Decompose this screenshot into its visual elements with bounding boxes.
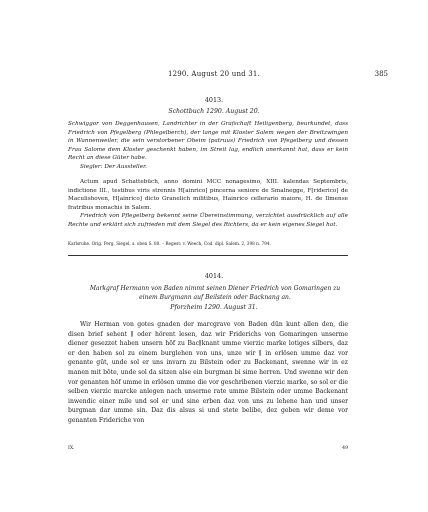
running-header [0,70,428,82]
regest-text: Markgraf Hermann von Baden nimmt seinen Diener Friedrich von Gomaringen zu einem Burgmann auf Beilstein oder Backnang an. [89,285,341,301]
sealer-line [68,163,348,172]
charter-body: Wir Herman von gotes gnaden der marcgrave von Baden dūn kunt allen den, die disen brief sehent ∥ oder hörent lesen, daz wir Friderichs von Gomaringen unserme diener gesezzet haben unsern hōf zu Bac∥knant umme vierzic marke lotiges silbers, daz er den haben sol zu einem burglehen von uns, unze wir ∥ in erlösen umme daz vor genante gūt, unde sol er uns invarn zu Bilstein oder zu Backenant, swenne wir in ez manen mit bōte, unde sol da sitzen alse ein burgman bi sime herren. Und swenne wir den vor genanten hōf umme in erlösen umme die vor geschribenen vierzic marke, so sol er die selben vierzic marcke anlegen nach unserme rate umme Bilstein oder umme Backenant inwendic einer mile und sol er und sine erben daz von uns zu lehene han und unser burgman dar umme sin. Daz dis alsus si und stete belibe, dez geben wir deme vor genanten Frideriche von [68,321,348,424]
section-divider [68,255,348,256]
place-date: Schottbuch 1290. August 20. [168,108,260,115]
signature-mark: 49 [342,446,348,451]
document-text [68,178,348,212]
note-text: Friedrich von Pflegelberg bekennt seine Übereinstimmung, verzichtet ausdrücklich auf alle Rechte und erklärt sich zufrieden mit dem Siegel des Richters, da er kein eigenes Siegel hat. [68,213,348,228]
document-number: 4013. [204,96,224,104]
header-title: 1290. August 20 und 31. [167,70,261,78]
document-number: 4014. [204,272,224,280]
volume-mark: IX. [68,446,75,451]
page-footer [68,446,348,451]
latin-text: Actum apud Schattebüch, anno domini MCC nonagesimo, XIII. kalendas Septembris, indictione III., testibus viris strennis H[ainrico] pincerna seniore de Smalnegge, F[riderico] de Maculishoven, H[ainrico] dicto Granelich militibus, Hainrico cellerario maiore, H. de Ilmense fratribus monachis in Salem. [68,179,348,211]
source-citation: Karlsruhe. Orig. Perg. Siegel, s. oben S. 80. – Regest: v. Weech, Cod. dipl. Salem. 2, 398 n. 794. [68,241,271,246]
page-number: 385 [374,70,388,78]
place-date: Pforzheim 1290. August 31. [170,304,258,311]
note-block [68,212,348,229]
charter-text [68,320,348,426]
regest-text: Schwiggor von Deggenhausen, Landrichter in der Grafschaft Heiligenberg, beurkundet, dass Friedrich von Pfegelberg (Phlegelberch), der lange mit Kloster Salem wegen der Breitzwingen in Wannenweiler, die sein verstorbener Oheim (patruus) Friedrich von Pfegelberg und dessen Frau Salome dem Kloster geschenkt haben, im Streit lag, endlich anerkannt hat, dass er kein Recht an diese Güter habe. [68,121,348,162]
sealer-text: Siegler: Der Aussteller. [80,164,147,170]
